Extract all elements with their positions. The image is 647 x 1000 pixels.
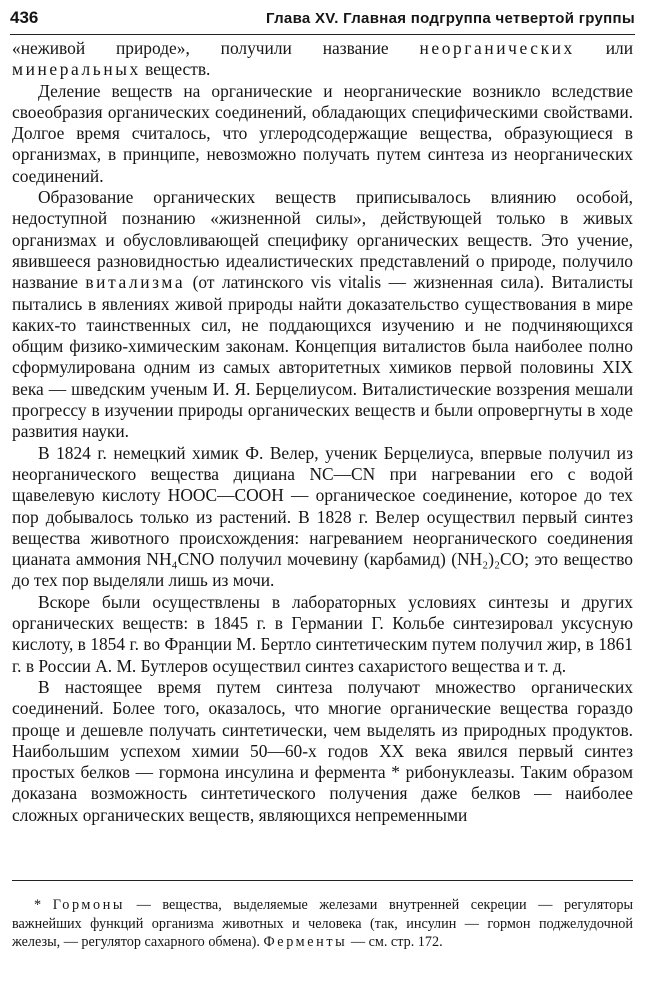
page-number: 436 [10, 8, 39, 27]
spaced-term: Гормоны [52, 897, 126, 913]
text-run: — см. стр. 172. [347, 934, 443, 950]
body-text [12, 38, 633, 826]
footnote [12, 896, 633, 952]
spaced-term: Ферменты [263, 934, 348, 950]
text-run: (от латинского vis vitalis — жизненная сила). Виталисты пытались в явлениях живой природы найти доказательство существования в мире каких-то таинственных сил, не поддающихся изучению и не подчиняющихся общим физико-химическим законам. Концепция виталистов была наиболее полно сформулирована одним из самых авторитетных химиков первой половины XIX века — шведским ученым И. Я. Берцелиусом. Виталистические воззрения мешали прогрессу в изучении природы органических веществ и были опровергнуты в ходе развития науки. [12, 272, 633, 442]
text-run: — вещества, выделяемые железами внутренней секреции — регуляторы важнейших функций организма животных и человека (так, инсулин — гормон поджелудочной железы, — регулятор сахарного обмена). [12, 897, 634, 950]
text-run: или [574, 38, 634, 58]
paragraph [12, 187, 633, 443]
paragraph: Вскоре были осуществлены в лабораторных условиях синтезы и других органических веществ: в 1845 г. в Германии Г. Кольбе синтезировал уксусную кислоту, в 1854 г. во Франции М. Бертло синтетическим путем получил жир, в 1861 г. в России А. М. Бутлеров осуществил синтез сахаристого вещества и т. д. [12, 591, 633, 676]
spaced-term: витализма [85, 272, 186, 293]
text-run: Образование органических веществ приписывалось влиянию особой, недоступной познанию «жизненной силы», действующей только в живых организмах и обусловливающей специфику органических веществ. Это учение, явившееся разновидностью идеалистических представлений о природе, получило название [12, 187, 633, 293]
text-run: «неживой природе», получили название [12, 38, 420, 58]
text-run: веществ. [140, 59, 211, 80]
paragraph: В настоящее время путем синтеза получают множество органических соединений. Более того, оказалось, что многие органические вещества гораздо проще и дешевле получать синтетически, чем выделять из природных продуктов. Наибольшим успехом химии 50—60-х годов XX века явился первый синтез простых белков — гормона инсулина и фермента * рибонуклеазы. Таким образом доказана возможность синтетического получения даже белков — наиболее сложных органических веществ, являющихся непременными [12, 676, 633, 825]
footnote-rule [12, 880, 633, 881]
running-header [10, 8, 635, 35]
chapter-title: Глава XV. Главная подгруппа четвертой группы [266, 10, 635, 27]
paragraph-continuation [12, 38, 633, 81]
footnote-marker: * [34, 897, 53, 913]
spaced-term: минеральных [12, 59, 141, 80]
paragraph: Деление веществ на органические и неорганические возникло вследствие своеобразия органических соединений, обладающих специфическими свойствами. Долгое время считалось, что углеродсодержащие вещества, образующиеся в организмах, в принципе, невозможно получать путем синтеза из неорганических соединений. [12, 80, 633, 186]
spaced-term: неорганических [419, 38, 575, 58]
paragraph: В 1824 г. немецкий химик Ф. Велер, ученик Берцелиуса, впервые получил из неорганического вещества дициана NC—CN при нагревании его с водой щавелевую кислоту HOOC—COOH — органическое соединение, которое до тех пор добывалось только из растений. В 1828 г. Велер осуществил первый синтез вещества животного происхождения: нагреванием неорганического соединения цианата аммония NH₄CNO получил мочевину (карбамид) (NH₂)₂CO; это вещество до тех пор выделяли лишь из мочи. [12, 442, 633, 591]
